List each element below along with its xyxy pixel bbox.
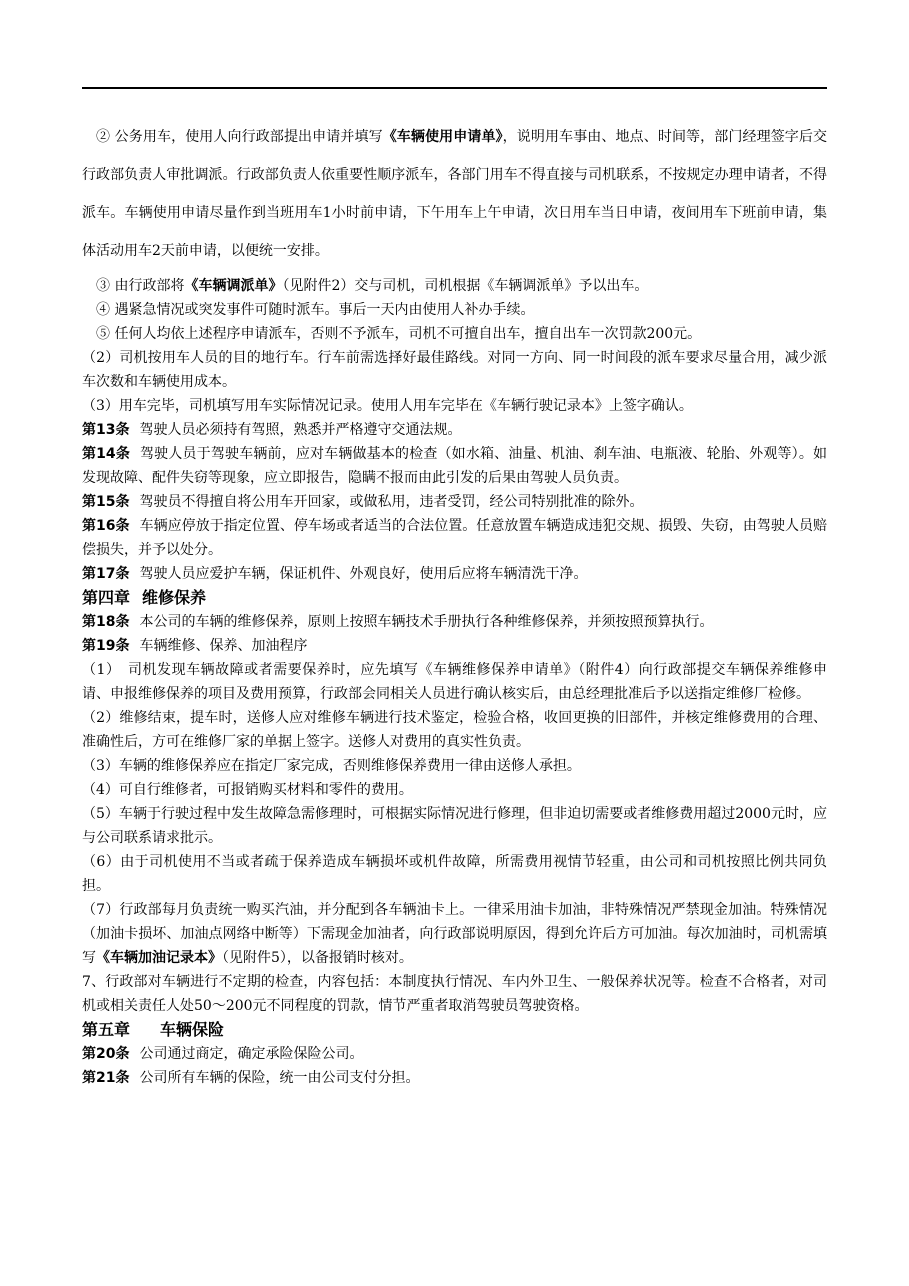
article-label: 第21条 <box>82 1070 130 1086</box>
article-18 <box>82 610 827 634</box>
article-text: 车辆维修、保养、加油程序 <box>139 638 308 654</box>
form-name-bold: 《车辆加油记录本》 <box>96 950 222 966</box>
article-21 <box>82 1066 827 1090</box>
article-text: 公司通过商定，确定承险保险公司。 <box>139 1046 364 1062</box>
article-15 <box>82 490 827 514</box>
para-text: ，说明用车事由、地点、时间等，部门经理签字后交行政部负责人审批调派。行政部负责人依重要性顺序派车，各部门用车不得直接与司机联系，不按规定办理申请者，不得派车。车辆使用申请尽量作到当班用车1小时前申请，下午用车上午申请，次日用车当日申请，夜间用车下班前申请，集体活动用车2天前申请，以便统一安排。 <box>82 129 828 259</box>
article-20 <box>82 1042 827 1066</box>
para-text: （7）行政部每月负责统一购买汽油，并分配到各车辆油卡上。一律采用油卡加油，非特殊情况严禁现金加油。特殊情况（加油卡损坏、加油点网络中断等）下需现金加油者，向行政部说明原因，得到允许后方可加油。每次加油时，司机需填写 <box>82 902 827 966</box>
header-rule <box>82 87 827 89</box>
article-label: 第15条 <box>82 494 130 510</box>
article-label: 第14条 <box>82 446 130 462</box>
para-circled-2 <box>82 118 827 270</box>
form-name-bold: 《车辆使用申请单》 <box>382 129 503 145</box>
document-body <box>82 118 827 1090</box>
article-text: 公司所有车辆的保险，统一由公司支付分担。 <box>139 1070 420 1086</box>
article-text: 驾驶员不得擅自将公用车开回家，或做私用，违者受罚，经公司特别批准的除外。 <box>139 494 644 510</box>
article-label: 第16条 <box>82 518 130 534</box>
form-name-bold: 《车辆调派单》 <box>184 278 283 294</box>
para-sub-2: （2）司机按用车人员的目的地行车。行车前需选择好最佳路线。对同一方向、同一时间段的派车要求尽量合用，减少派车次数和车辆使用成本。 <box>82 350 827 390</box>
article-label: 第18条 <box>82 614 130 630</box>
maint-item-5: （5）车辆于行驶过程中发生故障急需修理时，可根据实际情况进行修理，但非迫切需要或者维修费用超过2000元时，应与公司联系请求批示。 <box>82 806 827 846</box>
article-text: 车辆应停放于指定位置、停车场或者适当的合法位置。任意放置车辆造成违犯交规、损毁、失窃，由驾驶人员赔偿损失，并予以处分。 <box>82 518 828 558</box>
article-text: 本公司的车辆的维修保养，原则上按照车辆技术手册执行各种维修保养，并须按照预算执行。 <box>139 614 714 630</box>
article-text: 驾驶人员应爱护车辆，保证机件、外观良好，使用后应将车辆清洗干净。 <box>139 566 588 582</box>
para-text: （见附件2）交与司机，司机根据《车辆调派单》予以出车。 <box>282 278 649 294</box>
maint-item-1: （1） 司机发现车辆故障或者需要保养时，应先填写《车辆维修保养申请单》（附件4）向行政部提交车辆保养维修申请、申报维修保养的项目及费用预算，行政部会同相关人员进行确认核实后，由总经理批准后予以送指定维修厂检修。 <box>82 662 827 702</box>
article-text: 驾驶人员于驾驶车辆前，应对车辆做基本的检查（如水箱、油量、机油、刹车油、电瓶液、轮胎、外观等）。如发现故障、配件失窃等现象，应立即报告，隐瞒不报而由此引发的后果由驾驶人员负责。 <box>82 446 827 486</box>
maint-item-2: （2）维修结束，提车时，送修人应对维修车辆进行技术鉴定，检验合格，收回更换的旧部件，并核定维修费用的合理、准确性后，方可在维修厂家的单据上签字。送修人对费用的真实性负责。 <box>82 710 827 750</box>
article-text: 驾驶人员必须持有驾照，熟悉并严格遵守交通法规。 <box>139 422 462 438</box>
article-19 <box>82 634 827 658</box>
para-text: （见附件5），以备报销时核对。 <box>222 950 413 966</box>
maint-item-3: （3）车辆的维修保养应在指定厂家完成，否则维修保养费用一律由送修人承担。 <box>82 758 581 774</box>
chapter-number: 第四章 <box>82 588 131 607</box>
article-label: 第19条 <box>82 638 130 654</box>
article-label: 第13条 <box>82 422 130 438</box>
article-14 <box>82 442 827 490</box>
article-label: 第20条 <box>82 1046 130 1062</box>
article-label: 第17条 <box>82 566 130 582</box>
chapter-title: 维修保养 <box>142 588 207 607</box>
chapter-title: 车辆保险 <box>160 1020 225 1039</box>
para-text: ③ 由行政部将 <box>96 278 185 294</box>
para-circled-4: ④ 遇紧急情况或突发事件可随时派车。事后一天内由使用人补办手续。 <box>96 302 535 318</box>
chapter-number: 第五章 <box>82 1020 131 1039</box>
para-circled-3 <box>82 274 827 298</box>
article-13 <box>82 418 827 442</box>
para-text: ② 公务用车，使用人向行政部提出申请并填写 <box>96 129 383 145</box>
maint-item-6: （6）由于司机使用不当或者疏于保养造成车辆损坏或机件故障，所需费用视情节轻重，由公司和司机按照比例共同负担。 <box>82 854 827 894</box>
para-circled-5: ⑤ 任何人均依上述程序申请派车，否则不予派车，司机不可擅自出车，擅自出车一次罚款200元。 <box>96 326 702 342</box>
article-16 <box>82 514 827 562</box>
maint-item-8: 7、行政部对车辆进行不定期的检查，内容包括：本制度执行情况、车内外卫生、一般保养状况等。检查不合格者，对司机或相关责任人处50～200元不同程度的罚款，情节严重者取消驾驶员驾驶资格。 <box>82 974 827 1014</box>
maint-item-4: （4）可自行维修者，可报销购买材料和零件的费用。 <box>82 782 413 798</box>
chapter-5-heading <box>82 1018 827 1042</box>
maint-item-7 <box>82 898 827 970</box>
para-sub-3: （3）用车完毕，司机填写用车实际情况记录。使用人用车完毕在《车辆行驶记录本》上签字确认。 <box>82 398 693 414</box>
article-17 <box>82 562 827 586</box>
chapter-4-heading <box>82 586 827 610</box>
